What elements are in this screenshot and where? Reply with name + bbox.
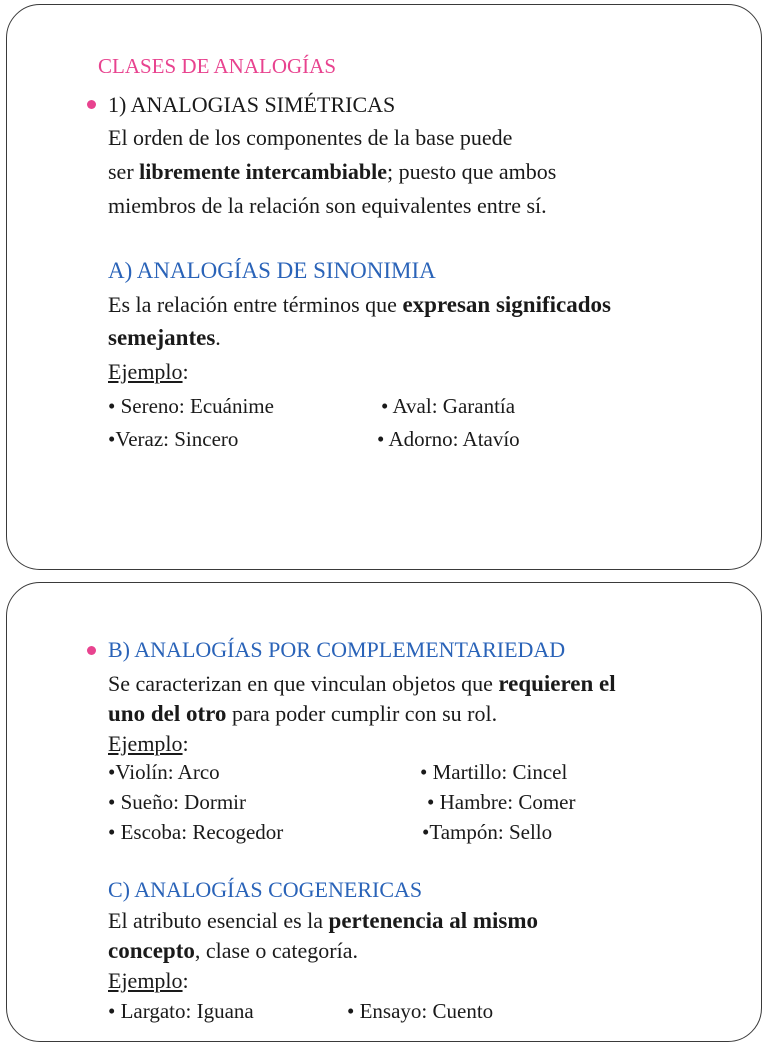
definition-line-1: Se caracterizan en que vinculan objetos que requieren el [108, 671, 616, 696]
example-label: Ejemplo: [108, 359, 189, 384]
example-item: • Aval: Garantía [381, 394, 516, 418]
slide-title: CLASES DE ANALOGÍAS [98, 54, 337, 78]
section-heading: B) ANALOGÍAS POR COMPLEMENTARIEDAD [108, 637, 566, 662]
bullet-icon [87, 100, 96, 109]
example-item: • Adorno: Atavío [377, 427, 520, 451]
slide-2 [6, 582, 762, 1042]
bullet-icon [87, 646, 96, 655]
example-item: • Sereno: Ecuánime [108, 394, 274, 418]
example2-label: Ejemplo: [108, 968, 189, 993]
example-item: • Sueño: Dormir [108, 790, 247, 814]
subsection-heading: C) ANALOGÍAS COGENERICAS [108, 877, 423, 902]
example-label: Ejemplo: [108, 731, 189, 756]
example-item: • Martillo: Cincel [420, 760, 568, 784]
paragraph-line-1: El orden de los componentes de la base puede [108, 125, 513, 150]
subsection-heading: A) ANALOGÍAS DE SINONIMIA [108, 258, 436, 283]
example-item: • Escoba: Recogedor [108, 820, 284, 844]
section-heading: 1) ANALOGIAS SIMÉTRICAS [108, 92, 396, 117]
example-item: •Veraz: Sincero [108, 427, 239, 451]
definition-line-2: uno del otro para poder cumplir con su rol. [108, 701, 498, 726]
example-item: •Violín: Arco [108, 760, 220, 784]
paragraph-line-2: ser libremente intercambiable; puesto que ambos [108, 159, 557, 184]
slide-1 [6, 4, 762, 570]
definition-line-1: Es la relación entre términos que expresan significados [108, 292, 611, 317]
example2-item: • Largato: Iguana [108, 999, 254, 1023]
example-item: • Hambre: Comer [427, 790, 576, 814]
definition2-line-2: concepto, clase o categoría. [108, 938, 358, 963]
example-item: •Tampón: Sello [422, 820, 553, 844]
paragraph-line-3: miembros de la relación son equivalentes entre sí. [108, 193, 547, 218]
definition2-line-1: El atributo esencial es la pertenencia al mismo [108, 908, 539, 933]
definition-line-2: semejantes. [108, 325, 221, 350]
example2-item: • Ensayo: Cuento [347, 999, 494, 1023]
